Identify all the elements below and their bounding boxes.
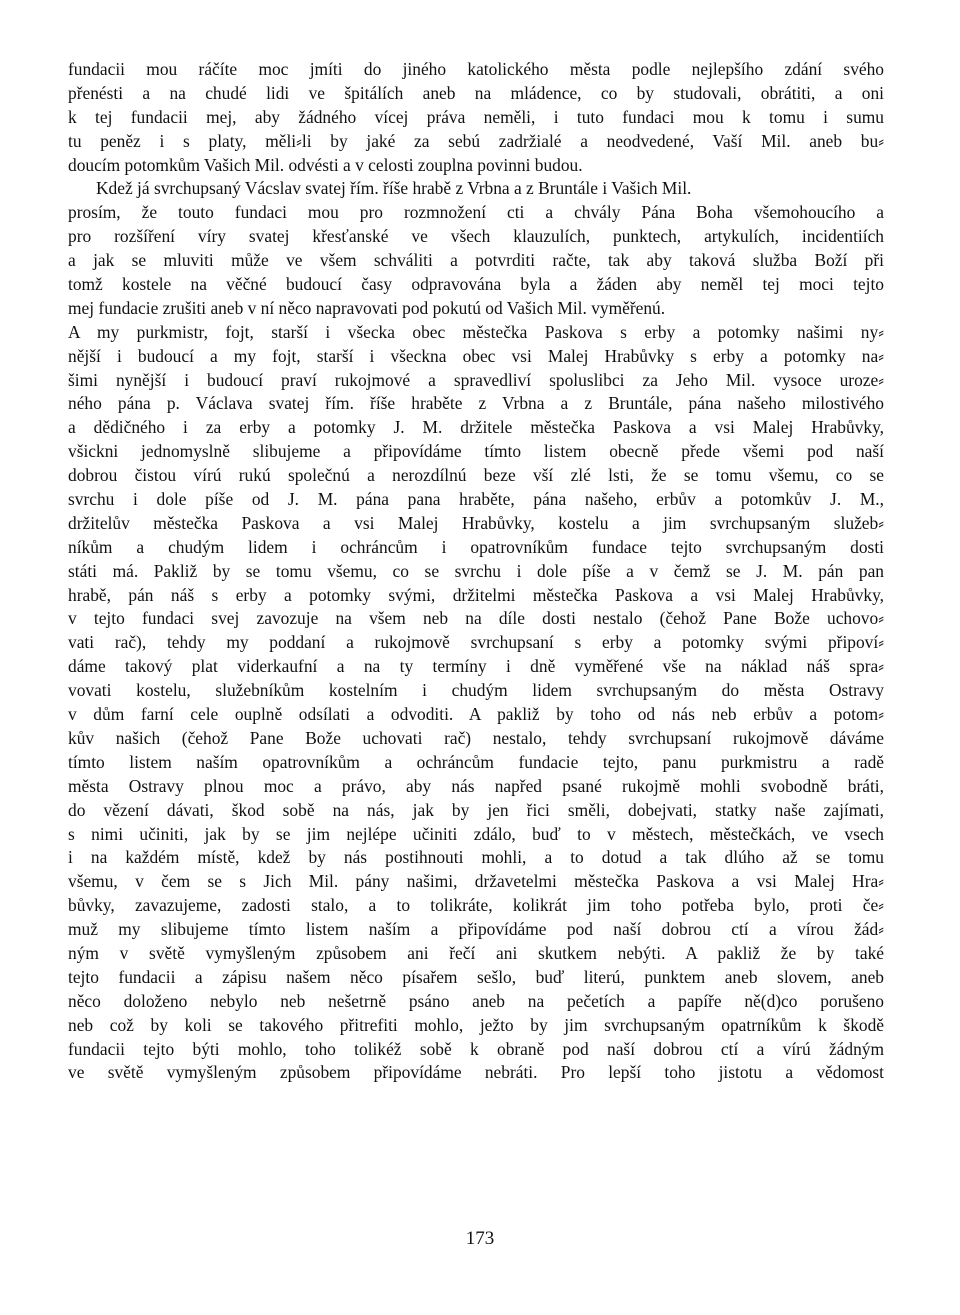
text-line: fundacii tejto býti mohlo, toho tolikéž sobě k obraně pod naší dobrou ctí a vírú žádným <box>68 1038 884 1059</box>
text-line: města Ostravy plnou moc a právo, aby nás napřed psané rukojmě mohli svobodně bráti, <box>68 775 884 796</box>
text-line: neb což by koli se takového přitrefiti mohlo, ježto by jim svrchupsaným opatrníkům k škodě <box>68 1014 884 1035</box>
text-line: v dům farní cele ouplně odsílati a odvoditi. A pakliž by toho od nás neb erbův a potom⸗ <box>68 704 884 725</box>
text-line: tu peněz i s platy, měli⸗li by jaké za sebú zadržialé a neodvedené, Vaší Mil. aneb bu⸗ <box>68 130 884 151</box>
text-line: nější i budoucí a my fojt, starší i všeckna obec vsi Malej Hrabůvky s erby a potomky na⸗ <box>68 345 884 366</box>
text-line: doucím potomkům Vašich Mil. odvésti a v celosti zouplna povinni budou. <box>68 154 583 175</box>
text-line: bůvky, zavazujeme, zadosti stalo, a to tolikráte, kolikrát jim toho potřeba bylo, proti če⸗ <box>68 895 884 916</box>
text-line: v tejto fundaci svej zavozuje na všem neb na díle dosti nestalo (čehož Pane Bože uchovo⸗ <box>68 608 884 629</box>
text-line: mej fundacie zrušiti aneb v ní něco napravovati pod pokutú od Vašich Mil. vyměřenú. <box>68 297 666 318</box>
text-line: něco doloženo nebylo neb nešetrně psáno aneb na pečetích a papíře ně(d)co porušeno <box>68 990 884 1011</box>
text-line: s nimi učiniti, jak by se jim nejlépe učiniti zdálo, buď to v městech, městečkách, ve vsech <box>68 823 884 844</box>
text-line: a dědičného i za erby a potomky J. M. držitele městečka Paskova a vsi Malej Hrabůvky, <box>68 417 884 438</box>
text-line: šimi nynější i budoucí praví rukojmové a spravedliví spoluslibci za Jeho Mil. vysoce uroze⸗ <box>68 369 884 390</box>
text-line: dobrou čistou vírú rukú společnú a nerozdílnú beze vší zlé lsti, že se tomu všemu, co se <box>68 465 884 486</box>
text-line: ve světě vymyšleným způsobem připovídáme nebráti. Pro lepší toho jistotu a vědomost <box>68 1062 884 1083</box>
text-line: pro rozšíření víry svatej křesťanské ve všech klauzulích, punktech, artykulích, incidentiích <box>68 226 884 247</box>
text-line: A my purkmistr, fojt, starší i všecka obec městečka Paskova s erby a potomky našimi ny⸗ <box>68 321 884 342</box>
text-line: k tej fundacii mej, aby žádného vícej práva neměli, i tuto fundaci mou k tomu i sumu <box>68 106 884 127</box>
text-line: všickni jednomyslně slibujeme a připovídáme tímto listem obecně přede všemi pod naší <box>68 441 884 462</box>
text-line: vati rač), tehdy my poddaní a rukojmově svrchupsaní s erby a potomky svými připoví⸗ <box>68 632 884 653</box>
text-line: přenésti a na chudé lidi ve špitálích aneb na mládence, co by studovali, obrátiti, a oni <box>68 82 884 103</box>
text-line: do vězení dávati, škod sobě na nás, jak by jen řici směli, dobejvati, statky naše zajímati, <box>68 799 884 820</box>
text-line: tímto listem naším opatrovníkům a ochráncům fundacie tejto, panu purkmistru a radě <box>68 751 884 772</box>
text-line: fundacii mou ráčíte moc jmíti do jiného katolického města podle nejlepšího zdání svého <box>68 59 884 79</box>
text-line: prosím, že touto fundaci mou pro rozmnožení cti a chvály Pána Boha všemohoucího a <box>68 202 884 223</box>
text-line: držitelův městečka Paskova a vsi Malej Hrabůvky, kostelu a jim svrchupsaným služeb⸗ <box>68 512 884 533</box>
page-number: 173 <box>465 1228 495 1249</box>
text-line: ného pána p. Václava svatej řím. říše hraběte z Vrbna a z Bruntále, pána našeho milostivého <box>68 393 884 414</box>
text-line: všemu, v čem se s Jich Mil. pány našimi, državetelmi městečka Paskova a vsi Malej Hra⸗ <box>68 871 884 892</box>
text-line: muž my slibujeme tímto listem naším a připovídáme pod naší dobrou ctí a vírou žád⸗ <box>68 919 884 940</box>
text-line: vovati kostelu, služebníkům kostelním i chudým lidem svrchupsaným do města Ostravy <box>68 680 884 701</box>
text-line: dáme takový plat viderkaufní a na ty termíny i dně vyměřené vše na náklad náš spra⸗ <box>68 656 884 677</box>
text-line: ným v světě vymyšleným způsobem ani řečí ani skutkem nebýti. A pakliž že by také <box>68 942 884 963</box>
text-line: níkům a chudým lidem i ochráncům i opatrovníkům fundace tejto svrchupsaným dosti <box>68 536 884 557</box>
text-line: svrchu i dole píše od J. M. pána pana hraběte, pána našeho, erbův a potomkův J. M., <box>68 489 884 510</box>
text-line: tomž kostele na věčné budoucí časy odpravována byla a žáden aby neměl tej moci tejto <box>68 274 884 295</box>
text-line: státi má. Pakliž by se tomu všemu, co se svrchu i dole píše a v čemž se J. M. pán pan <box>68 560 884 581</box>
text-line: hrabě, pán náš s erby a potomky svými, držitelmi městečka Paskova a vsi Malej Hrabůvky, <box>68 584 884 605</box>
text-line: a jak se mluviti může ve všem schváliti a potvrditi račte, tak aby taková služba Boží při <box>68 250 884 271</box>
text-line: tejto fundacii a zápisu našem něco písařem sešlo, buď literú, punktem aneb slovem, aneb <box>68 966 884 987</box>
document-body <box>68 58 884 1085</box>
text-line: i na každém místě, kdež by nás postihnouti mohli, a to dotud a tak dlúho až se tomu <box>68 847 884 868</box>
text-line: Kdež já svrchupsaný Vácslav svatej řím. říše hrabě z Vrbna a z Bruntále i Vašich Mil. <box>96 178 692 199</box>
text-line: kův našich (čehož Pane Bože uchovati rač) nestalo, tehdy svrchupsaní rukojmově dáváme <box>68 727 884 748</box>
